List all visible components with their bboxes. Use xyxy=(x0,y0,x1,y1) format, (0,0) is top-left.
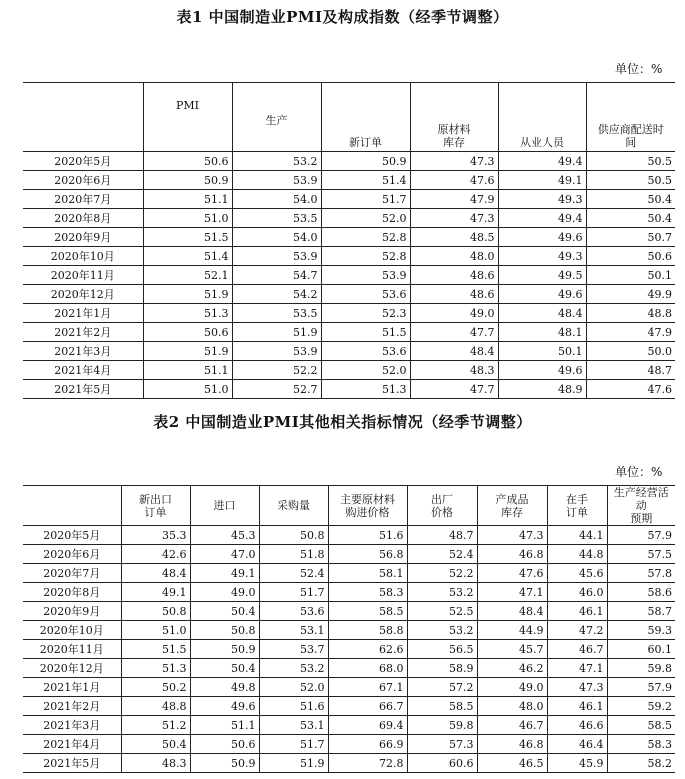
value-cell: 53.6 xyxy=(321,342,410,361)
value-cell: 58.9 xyxy=(407,659,477,678)
table-row xyxy=(23,564,675,583)
value-cell: 48.5 xyxy=(410,228,498,247)
table1-col-header: 供应商配送时 间 xyxy=(586,83,675,152)
value-cell: 51.7 xyxy=(259,583,328,602)
value-cell: 59.8 xyxy=(407,716,477,735)
value-cell: 58.3 xyxy=(607,735,675,754)
value-cell: 51.1 xyxy=(143,361,232,380)
value-cell: 46.5 xyxy=(477,754,547,773)
value-cell: 49.6 xyxy=(498,285,586,304)
value-cell: 51.7 xyxy=(321,190,410,209)
row-label: 2020年9月 xyxy=(23,228,143,247)
table-row xyxy=(23,659,675,678)
table2-col-header: 出厂 价格 xyxy=(407,486,477,526)
value-cell: 48.4 xyxy=(410,342,498,361)
value-cell: 42.6 xyxy=(121,545,190,564)
value-cell: 49.6 xyxy=(498,228,586,247)
table-row xyxy=(23,602,675,621)
row-label: 2020年7月 xyxy=(23,190,143,209)
value-cell: 58.2 xyxy=(607,754,675,773)
value-cell: 51.9 xyxy=(143,342,232,361)
value-cell: 67.1 xyxy=(328,678,407,697)
row-label: 2020年10月 xyxy=(23,247,143,266)
value-cell: 51.5 xyxy=(321,323,410,342)
value-cell: 46.6 xyxy=(547,716,607,735)
value-cell: 51.0 xyxy=(143,380,232,399)
table-row xyxy=(23,697,675,716)
value-cell: 58.3 xyxy=(328,583,407,602)
value-cell: 50.5 xyxy=(586,152,675,171)
value-cell: 52.7 xyxy=(232,380,321,399)
value-cell: 46.7 xyxy=(477,716,547,735)
table-row xyxy=(23,640,675,659)
value-cell: 50.1 xyxy=(498,342,586,361)
row-label: 2020年10月 xyxy=(23,621,121,640)
value-cell: 68.0 xyxy=(328,659,407,678)
value-cell: 59.2 xyxy=(607,697,675,716)
row-label: 2021年4月 xyxy=(23,735,121,754)
value-cell: 58.5 xyxy=(407,697,477,716)
table-row xyxy=(23,323,675,342)
value-cell: 46.8 xyxy=(477,735,547,754)
value-cell: 47.6 xyxy=(477,564,547,583)
value-cell: 52.8 xyxy=(321,247,410,266)
value-cell: 53.1 xyxy=(259,716,328,735)
table1-col-header: 生产 xyxy=(232,83,321,152)
table2-col-header: 在手 订单 xyxy=(547,486,607,526)
value-cell: 49.3 xyxy=(498,247,586,266)
value-cell: 50.7 xyxy=(586,228,675,247)
value-cell: 52.4 xyxy=(259,564,328,583)
table-row xyxy=(23,228,675,247)
table-row xyxy=(23,266,675,285)
value-cell: 59.8 xyxy=(607,659,675,678)
table2-col-header: 主要原材料 购进价格 xyxy=(328,486,407,526)
value-cell: 57.9 xyxy=(607,526,675,545)
value-cell: 47.6 xyxy=(586,380,675,399)
table2-title: 表2 中国制造业PMI其他相关指标情况（经季节调整） xyxy=(153,413,532,431)
value-cell: 52.1 xyxy=(143,266,232,285)
value-cell: 53.2 xyxy=(407,621,477,640)
value-cell: 44.1 xyxy=(547,526,607,545)
row-label: 2020年5月 xyxy=(23,526,121,545)
row-label: 2021年2月 xyxy=(23,697,121,716)
value-cell: 50.9 xyxy=(143,171,232,190)
row-label: 2020年9月 xyxy=(23,602,121,621)
table1-col-header: PMI xyxy=(143,83,232,152)
value-cell: 35.3 xyxy=(121,526,190,545)
table2-col-header: 采购量 xyxy=(259,486,328,526)
value-cell: 48.7 xyxy=(586,361,675,380)
value-cell: 52.2 xyxy=(232,361,321,380)
value-cell: 53.2 xyxy=(259,659,328,678)
value-cell: 66.7 xyxy=(328,697,407,716)
value-cell: 49.0 xyxy=(190,583,259,602)
value-cell: 58.5 xyxy=(328,602,407,621)
table-row xyxy=(23,285,675,304)
table1-col-header: 新订单 xyxy=(321,83,410,152)
value-cell: 57.5 xyxy=(607,545,675,564)
table1-body xyxy=(23,152,675,399)
value-cell: 59.3 xyxy=(607,621,675,640)
table2-col-header: 生产经营活动 预期 xyxy=(607,486,675,526)
value-cell: 45.3 xyxy=(190,526,259,545)
value-cell: 50.8 xyxy=(259,526,328,545)
table-row xyxy=(23,190,675,209)
table2-corner-cell xyxy=(23,486,121,526)
value-cell: 51.6 xyxy=(328,526,407,545)
value-cell: 52.2 xyxy=(407,564,477,583)
value-cell: 51.1 xyxy=(143,190,232,209)
table-row xyxy=(23,735,675,754)
value-cell: 58.1 xyxy=(328,564,407,583)
value-cell: 52.0 xyxy=(259,678,328,697)
table1 xyxy=(23,82,675,399)
value-cell: 48.6 xyxy=(410,266,498,285)
value-cell: 47.2 xyxy=(547,621,607,640)
table2-col-header: 新出口 订单 xyxy=(121,486,190,526)
value-cell: 48.3 xyxy=(410,361,498,380)
value-cell: 72.8 xyxy=(328,754,407,773)
value-cell: 53.9 xyxy=(232,247,321,266)
table2-unit: 单位：% xyxy=(615,465,663,479)
table-row xyxy=(23,716,675,735)
value-cell: 49.8 xyxy=(190,678,259,697)
value-cell: 58.5 xyxy=(607,716,675,735)
value-cell: 47.9 xyxy=(410,190,498,209)
value-cell: 50.9 xyxy=(190,640,259,659)
value-cell: 46.1 xyxy=(547,602,607,621)
value-cell: 66.9 xyxy=(328,735,407,754)
row-label: 2020年7月 xyxy=(23,564,121,583)
table2-body xyxy=(23,526,675,773)
value-cell: 52.0 xyxy=(321,209,410,228)
value-cell: 54.0 xyxy=(232,190,321,209)
value-cell: 52.3 xyxy=(321,304,410,323)
value-cell: 53.6 xyxy=(259,602,328,621)
value-cell: 49.6 xyxy=(498,361,586,380)
row-label: 2020年5月 xyxy=(23,152,143,171)
value-cell: 51.9 xyxy=(143,285,232,304)
row-label: 2021年4月 xyxy=(23,361,143,380)
value-cell: 49.6 xyxy=(190,697,259,716)
value-cell: 48.4 xyxy=(498,304,586,323)
value-cell: 51.9 xyxy=(259,754,328,773)
value-cell: 47.0 xyxy=(190,545,259,564)
value-cell: 53.9 xyxy=(321,266,410,285)
value-cell: 48.7 xyxy=(407,526,477,545)
value-cell: 49.3 xyxy=(498,190,586,209)
value-cell: 51.3 xyxy=(121,659,190,678)
value-cell: 53.2 xyxy=(232,152,321,171)
value-cell: 44.8 xyxy=(547,545,607,564)
value-cell: 49.0 xyxy=(477,678,547,697)
table-row xyxy=(23,754,675,773)
value-cell: 47.7 xyxy=(410,323,498,342)
value-cell: 57.8 xyxy=(607,564,675,583)
table-row xyxy=(23,380,675,399)
table-row xyxy=(23,545,675,564)
row-label: 2020年8月 xyxy=(23,209,143,228)
table-row xyxy=(23,152,675,171)
value-cell: 47.9 xyxy=(586,323,675,342)
value-cell: 48.0 xyxy=(410,247,498,266)
row-label: 2020年11月 xyxy=(23,266,143,285)
value-cell: 50.6 xyxy=(143,152,232,171)
value-cell: 46.1 xyxy=(547,697,607,716)
value-cell: 46.0 xyxy=(547,583,607,602)
row-label: 2021年3月 xyxy=(23,342,143,361)
value-cell: 58.8 xyxy=(328,621,407,640)
value-cell: 49.4 xyxy=(498,209,586,228)
value-cell: 51.8 xyxy=(259,545,328,564)
value-cell: 53.9 xyxy=(232,342,321,361)
row-label: 2020年6月 xyxy=(23,171,143,190)
value-cell: 53.9 xyxy=(232,171,321,190)
value-cell: 49.0 xyxy=(410,304,498,323)
value-cell: 47.1 xyxy=(477,583,547,602)
row-label: 2020年8月 xyxy=(23,583,121,602)
value-cell: 58.7 xyxy=(607,602,675,621)
value-cell: 51.1 xyxy=(190,716,259,735)
value-cell: 49.1 xyxy=(190,564,259,583)
value-cell: 48.6 xyxy=(410,285,498,304)
value-cell: 47.3 xyxy=(410,209,498,228)
table-row xyxy=(23,247,675,266)
value-cell: 52.0 xyxy=(321,361,410,380)
table1-col-header: 从业人员 xyxy=(498,83,586,152)
value-cell: 50.4 xyxy=(586,209,675,228)
value-cell: 51.6 xyxy=(259,697,328,716)
value-cell: 51.3 xyxy=(143,304,232,323)
table2-header-row xyxy=(23,486,675,526)
value-cell: 44.9 xyxy=(477,621,547,640)
value-cell: 45.6 xyxy=(547,564,607,583)
value-cell: 47.7 xyxy=(410,380,498,399)
row-label: 2021年5月 xyxy=(23,380,143,399)
value-cell: 50.8 xyxy=(190,621,259,640)
table-row xyxy=(23,209,675,228)
value-cell: 54.0 xyxy=(232,228,321,247)
value-cell: 56.5 xyxy=(407,640,477,659)
value-cell: 51.9 xyxy=(232,323,321,342)
value-cell: 57.9 xyxy=(607,678,675,697)
table-row xyxy=(23,304,675,323)
table-row xyxy=(23,621,675,640)
value-cell: 53.6 xyxy=(321,285,410,304)
value-cell: 53.5 xyxy=(232,209,321,228)
value-cell: 47.3 xyxy=(410,152,498,171)
value-cell: 52.8 xyxy=(321,228,410,247)
value-cell: 51.5 xyxy=(143,228,232,247)
value-cell: 52.4 xyxy=(407,545,477,564)
value-cell: 51.5 xyxy=(121,640,190,659)
value-cell: 48.4 xyxy=(477,602,547,621)
value-cell: 46.4 xyxy=(547,735,607,754)
row-label: 2021年5月 xyxy=(23,754,121,773)
value-cell: 50.9 xyxy=(321,152,410,171)
value-cell: 62.6 xyxy=(328,640,407,659)
value-cell: 45.9 xyxy=(547,754,607,773)
table-row xyxy=(23,361,675,380)
row-label: 2021年3月 xyxy=(23,716,121,735)
value-cell: 48.9 xyxy=(498,380,586,399)
table1-col-header: 原材料 库存 xyxy=(410,83,498,152)
table-row xyxy=(23,342,675,361)
table2-col-header: 产成品 库存 xyxy=(477,486,547,526)
value-cell: 47.3 xyxy=(547,678,607,697)
value-cell: 51.2 xyxy=(121,716,190,735)
value-cell: 52.5 xyxy=(407,602,477,621)
table2-col-header: 进口 xyxy=(190,486,259,526)
table1-title: 表1 中国制造业PMI及构成指数（经季节调整） xyxy=(176,8,509,26)
value-cell: 48.0 xyxy=(477,697,547,716)
value-cell: 53.7 xyxy=(259,640,328,659)
value-cell: 50.6 xyxy=(143,323,232,342)
value-cell: 60.6 xyxy=(407,754,477,773)
row-label: 2020年12月 xyxy=(23,659,121,678)
value-cell: 50.6 xyxy=(190,735,259,754)
value-cell: 49.5 xyxy=(498,266,586,285)
value-cell: 51.7 xyxy=(259,735,328,754)
row-label: 2021年1月 xyxy=(23,678,121,697)
value-cell: 47.3 xyxy=(477,526,547,545)
row-label: 2020年12月 xyxy=(23,285,143,304)
value-cell: 50.1 xyxy=(586,266,675,285)
value-cell: 51.0 xyxy=(143,209,232,228)
value-cell: 54.7 xyxy=(232,266,321,285)
value-cell: 48.8 xyxy=(586,304,675,323)
value-cell: 51.3 xyxy=(321,380,410,399)
value-cell: 60.1 xyxy=(607,640,675,659)
value-cell: 58.6 xyxy=(607,583,675,602)
value-cell: 49.1 xyxy=(498,171,586,190)
table-row xyxy=(23,171,675,190)
value-cell: 48.1 xyxy=(498,323,586,342)
value-cell: 51.0 xyxy=(121,621,190,640)
value-cell: 46.8 xyxy=(477,545,547,564)
row-label: 2020年6月 xyxy=(23,545,121,564)
value-cell: 53.5 xyxy=(232,304,321,323)
value-cell: 50.9 xyxy=(190,754,259,773)
value-cell: 50.2 xyxy=(121,678,190,697)
row-label: 2020年11月 xyxy=(23,640,121,659)
value-cell: 50.5 xyxy=(586,171,675,190)
value-cell: 50.4 xyxy=(121,735,190,754)
value-cell: 49.1 xyxy=(121,583,190,602)
value-cell: 46.7 xyxy=(547,640,607,659)
value-cell: 51.4 xyxy=(143,247,232,266)
row-label: 2021年1月 xyxy=(23,304,143,323)
value-cell: 57.3 xyxy=(407,735,477,754)
table1-corner-cell xyxy=(23,83,143,152)
value-cell: 48.4 xyxy=(121,564,190,583)
value-cell: 50.8 xyxy=(121,602,190,621)
table-row xyxy=(23,678,675,697)
table1-unit: 单位：% xyxy=(615,62,663,76)
value-cell: 50.6 xyxy=(586,247,675,266)
value-cell: 50.4 xyxy=(190,659,259,678)
value-cell: 57.2 xyxy=(407,678,477,697)
value-cell: 49.9 xyxy=(586,285,675,304)
value-cell: 51.4 xyxy=(321,171,410,190)
value-cell: 50.4 xyxy=(190,602,259,621)
value-cell: 47.1 xyxy=(547,659,607,678)
value-cell: 53.1 xyxy=(259,621,328,640)
value-cell: 54.2 xyxy=(232,285,321,304)
value-cell: 69.4 xyxy=(328,716,407,735)
value-cell: 50.4 xyxy=(586,190,675,209)
row-label: 2021年2月 xyxy=(23,323,143,342)
value-cell: 56.8 xyxy=(328,545,407,564)
value-cell: 48.3 xyxy=(121,754,190,773)
table-row xyxy=(23,526,675,545)
value-cell: 48.8 xyxy=(121,697,190,716)
table-row xyxy=(23,583,675,602)
table2 xyxy=(23,485,675,773)
table1-header-row xyxy=(23,83,675,152)
value-cell: 47.6 xyxy=(410,171,498,190)
value-cell: 49.4 xyxy=(498,152,586,171)
value-cell: 46.2 xyxy=(477,659,547,678)
value-cell: 45.7 xyxy=(477,640,547,659)
value-cell: 53.2 xyxy=(407,583,477,602)
value-cell: 50.0 xyxy=(586,342,675,361)
